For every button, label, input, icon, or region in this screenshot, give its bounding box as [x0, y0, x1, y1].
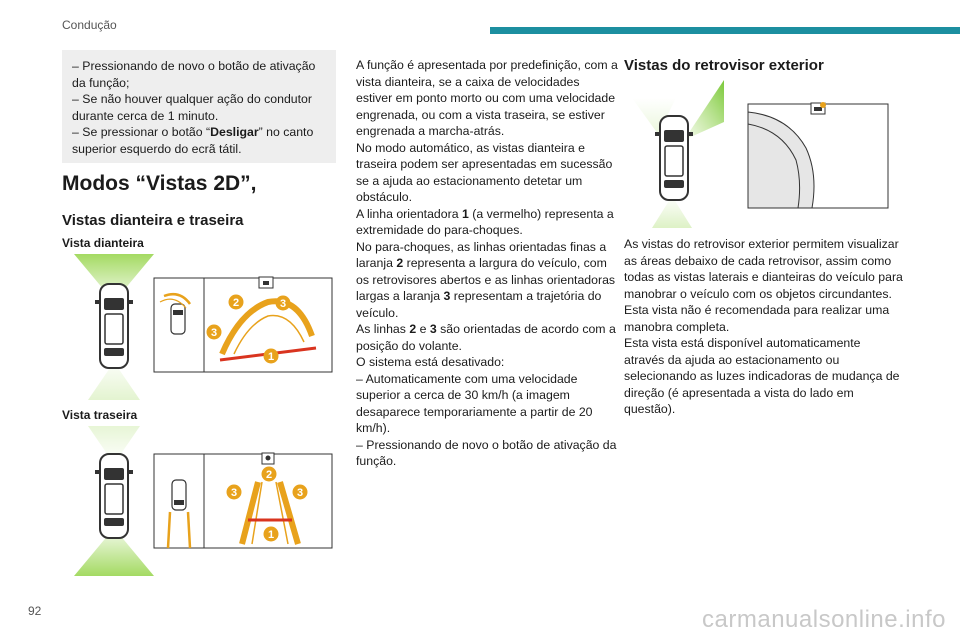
- watermark: carmanualsonline.info: [702, 606, 946, 633]
- col2-p3a: A linha orientadora: [356, 206, 462, 221]
- note-line-1: – Pressionando de novo o botão de ativação da função;: [72, 59, 316, 90]
- front-view-label: Vista dianteira: [62, 236, 144, 250]
- callout-1-rear-text: 1: [267, 529, 275, 541]
- rear-view-label: Vista traseira: [62, 408, 138, 422]
- col2-para-4: [356, 239, 618, 322]
- col2-p5c: e: [416, 322, 430, 336]
- callout-1-rear: [264, 527, 279, 542]
- col2-p4d: 3: [443, 289, 451, 303]
- front-view-illustration: [62, 250, 342, 400]
- car-top-icon-mirror: [655, 116, 693, 200]
- col2-p4e: representam a trajetória do veículo.: [356, 289, 602, 320]
- car-top-icon-rear: [95, 454, 133, 538]
- section-title: Modos “Vistas 2D”,: [62, 172, 257, 195]
- col2-p3b: 1: [461, 206, 469, 221]
- col2-p3c: (a vermelho) representa a extremidade do para-choques.: [356, 206, 614, 237]
- note-line-3a: – Se pressionar o botão “: [72, 125, 211, 139]
- col2-para-6: O sistema está desativado:: [356, 355, 505, 369]
- callout-1-front: [264, 349, 279, 364]
- callout-3-rear-right-text: 3: [296, 487, 304, 499]
- mirror-camera-zone: [684, 80, 724, 140]
- header-accent-bar: [490, 27, 960, 34]
- note-line-3-bold: Desligar: [210, 125, 259, 139]
- col2-p5b: 2: [409, 322, 417, 336]
- col2-p4a: No para-choques, as linhas orientadas finas a laranja: [356, 239, 607, 270]
- callout-3-rear-left-text: 3: [230, 487, 238, 499]
- mirror-views-title: Vistas do retrovisor exterior: [624, 57, 824, 74]
- col2-para-7: – Automaticamente com uma velocidade superior a cerca de 30 km/h (a imagem desaparece temporariamente a partir de 20 km/h).: [356, 371, 593, 435]
- note-box-text: [72, 58, 330, 157]
- col3-para-3: Esta vista está disponível automaticamente através da ajuda ao estacionamento ou selecionando as luzes indicadoras de mudança de direção (é apresentada a vista do lado em questão).: [624, 336, 900, 416]
- col2-p5e: são orientadas de acordo com a posição do volante.: [356, 322, 616, 353]
- col2-p4c: representa a largura do veículo, com os retrovisores abertos e as linhas orientadoras largas a laranja: [356, 256, 616, 303]
- col2-p4b: 2: [396, 256, 404, 270]
- callout-3-front-right: [276, 296, 291, 311]
- rear-mini-car: [172, 480, 186, 510]
- callout-2-rear-text: 2: [265, 469, 273, 481]
- note-line-3b: ” no canto superior esquerdo do ecrã tátil.: [72, 125, 314, 156]
- note-box: [62, 50, 336, 163]
- running-header: Condução: [62, 18, 117, 32]
- callout-3-front-right-text: 3: [279, 298, 287, 310]
- subsection-title: Vistas dianteira e traseira: [62, 212, 244, 229]
- callout-3-rear-right: [293, 485, 308, 500]
- mirror-view-illustration: [628, 78, 892, 228]
- col2-para-3: [356, 206, 618, 239]
- col2-p5a: As linhas: [356, 322, 410, 336]
- col2-para-8: – Pressionando de novo o botão de ativação da função.: [356, 437, 617, 468]
- column-2-text: [356, 57, 618, 470]
- col3-para-2: Esta vista não é recomendada para realizar uma manobra completa.: [624, 303, 890, 334]
- col2-para-1: A função é apresentada por predefinição, com a vista dianteira, se a caixa de velocidades estiver em ponto morto ou com uma velocidade engrenada, ou com a vista traseira, se estiver engrenada a marcha-atrás.: [356, 58, 618, 138]
- callout-3-rear-left: [227, 485, 242, 500]
- callout-1-front-text: 1: [267, 351, 275, 363]
- callout-3-front-left: [207, 325, 222, 340]
- column-3-text: [624, 236, 904, 418]
- rear-view-illustration: [62, 424, 342, 580]
- car-top-icon: [95, 284, 133, 368]
- page-number: 92: [28, 604, 42, 618]
- col2-p5d: 3: [429, 322, 437, 336]
- col3-para-1: As vistas do retrovisor exterior permitem visualizar as áreas debaixo de cada retrovisor, assim como todas as vistas laterais e dianteiras do veículo para manobrar o veículo com os objetos circundantes.: [624, 237, 903, 301]
- callout-2-front-text: 2: [232, 297, 240, 309]
- callout-2-rear: [262, 467, 277, 482]
- note-line-2: – Se não houver qualquer ação do condutor durante cerca de 1 minuto.: [72, 92, 312, 123]
- front-mini-car: [171, 304, 185, 334]
- col2-para-5: [356, 321, 618, 354]
- callout-2-front: [229, 295, 244, 310]
- col2-para-2: No modo automático, as vistas dianteira e traseira podem ser apresentadas em sucessão se a ajuda ao estacionamento detetar um obstáculo.: [356, 140, 613, 204]
- callout-3-front-left-text: 3: [210, 327, 218, 339]
